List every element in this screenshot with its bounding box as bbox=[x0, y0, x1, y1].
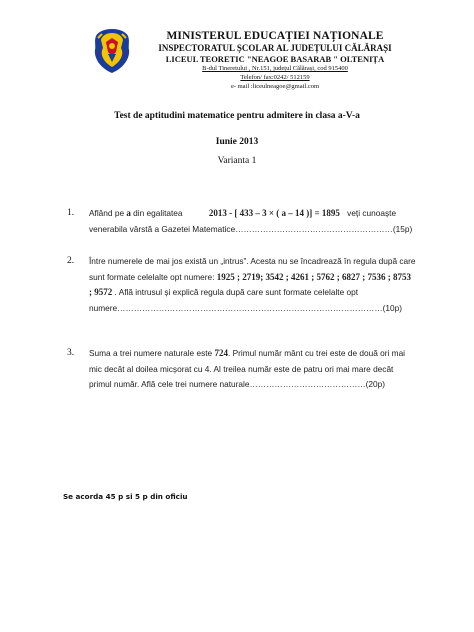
scoring-note: Se acorda 45 p si 5 p din oficiu bbox=[63, 492, 188, 501]
problem-text: sunt formate celelalte opt numere: bbox=[89, 271, 217, 282]
problem-text: . Află intrusul și explică regula după care sunt formate celelalte opt bbox=[112, 287, 359, 297]
test-date: Iunie 2013 bbox=[215, 137, 259, 147]
problem-text: veți cunoaște bbox=[347, 208, 397, 218]
school-address: B-dul Tineretului , Nr.151, județul Călărași, cod 915400 bbox=[202, 65, 348, 72]
school-email: e- mail :liceulneagoe@gmail.com bbox=[230, 83, 320, 90]
problem-number: 2. bbox=[67, 256, 75, 266]
problem-text: numere bbox=[89, 302, 118, 313]
problem-3 bbox=[89, 346, 419, 393]
number-sequence: 1925 ; 2719; 3542 ; 4261 ; 5762 ; 6827 ; 7536 ; 8753 bbox=[216, 271, 411, 282]
inspectorate-name: INSPECTORATUL ȘCOLAR AL JUDEȚULUI CĂLĂRAȘI bbox=[158, 43, 392, 53]
school-phone: Telefon/ fax:0242/ 512159 bbox=[240, 74, 310, 81]
school-name: LICEUL TEORETIC "NEAGOE BASARAB " OLTENIȚA bbox=[165, 54, 385, 64]
problem-text: venerabila vârstă a Gazetei Matematice bbox=[89, 223, 236, 234]
problem-1 bbox=[89, 206, 419, 237]
problem-text: . Primul număr mânt cu trei este de două ori mai bbox=[227, 348, 406, 358]
problem-text: primul număr. Află cele trei numere naturale bbox=[89, 379, 250, 389]
problem-text: Suma a trei numere naturale este bbox=[89, 348, 215, 358]
problem-text: Aflând pe bbox=[89, 208, 127, 218]
variable-label: a bbox=[126, 208, 131, 218]
problem-number: 3. bbox=[67, 348, 75, 358]
answer-dots: …………………………………………………(15p) bbox=[235, 223, 413, 234]
answer-dots: ……………………………………………………………………………………(10p) bbox=[117, 302, 403, 313]
problem-text: mic decât al doilea micșorat cu 4. Al treilea număr este de patru ori mai mare decât bbox=[89, 363, 394, 374]
test-title: Test de aptitudini matematice pentru admitere in clasa a-V-a bbox=[114, 111, 360, 121]
test-variant: Varianta 1 bbox=[217, 156, 257, 166]
sum-value: 724 bbox=[214, 348, 228, 358]
problem-text: Între numerele de mai jos există un „intrus”. Acesta nu se încadrează în regula după care bbox=[89, 256, 416, 266]
ministry-name: MINISTERUL EDUCAȚIEI NAȚIONALE bbox=[166, 30, 384, 42]
number-sequence-end: ; 9572 bbox=[89, 287, 113, 297]
problem-text: din egalitatea bbox=[130, 208, 183, 218]
institution-header bbox=[130, 30, 420, 91]
answer-dots: ……………………………………(20p) bbox=[249, 379, 386, 389]
romanian-coat-of-arms-icon bbox=[92, 28, 132, 74]
problem-2 bbox=[89, 254, 419, 316]
problem-number: 1. bbox=[67, 208, 75, 218]
equation: 2013 - [ 433 – 3 × ( a – 14 )] = 1895 bbox=[208, 208, 340, 218]
